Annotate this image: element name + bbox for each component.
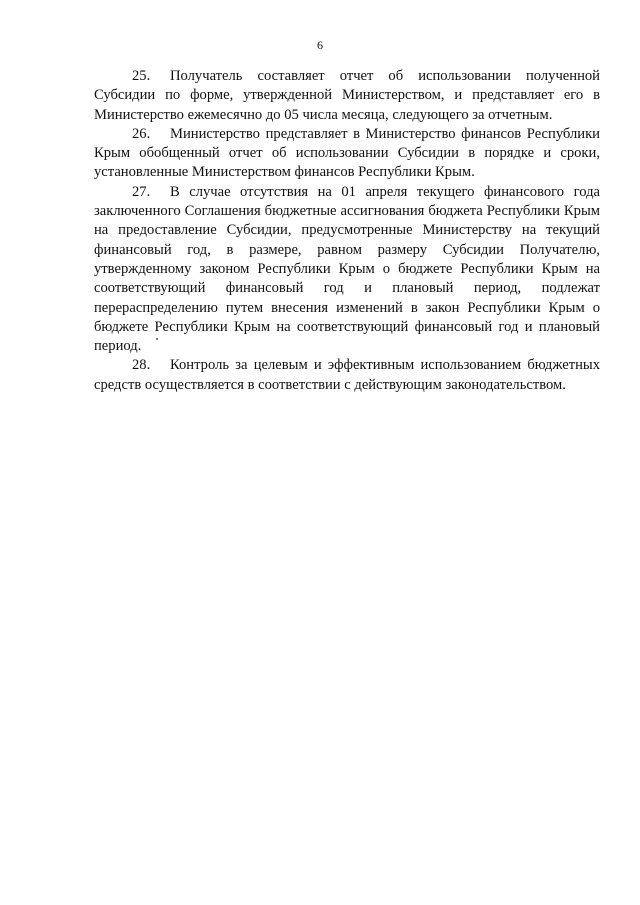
paragraph-25 xyxy=(94,67,600,125)
paragraph-text: В случае отсутствия на 01 апреля текущего финансового года заключенного Соглашения бюджетные ассигнования бюджета Республики Крым на предоставление Субсидии, предусмотренные Министерству на текущий финансовый год, в размере, равном размеру Субсидии Получателю, утвержденному законом Республики Крым о бюджете Республики Крым на соответствующий финансовый год и плановый период, подлежат перераспределению путем внесения изменений в закон Республики Крым о бюджете Республики Крым на соответствующий финансовый год и плановый период. xyxy=(94,183,600,355)
scan-speck xyxy=(156,338,158,340)
page-number: 6 xyxy=(317,38,323,52)
paragraph-26 xyxy=(94,125,600,183)
document-body xyxy=(94,67,600,395)
paragraph-text: Получатель составляет отчет об использовании полученной Субсидии по форме, утвержденной Министерством, и представляет его в Министерство ежемесячно до 05 числа месяца, следующего за отчетным. xyxy=(94,68,600,123)
paragraph-number: 28. xyxy=(132,357,151,374)
paragraph-number: 26. xyxy=(132,125,151,142)
paragraph-27 xyxy=(94,183,600,357)
paragraph-text: Контроль за целевым и эффективным использованием бюджетных средств осуществляется в соответствии с действующим законодательством. xyxy=(94,357,600,393)
paragraph-28 xyxy=(94,356,600,395)
paragraph-text: Министерство представляет в Министерство финансов Республики Крым обобщенный отчет об использовании Субсидии в порядке и сроки, установленные Министерством финансов Республики Крым. xyxy=(94,125,600,181)
paragraph-number: 25. xyxy=(132,68,151,84)
paragraph-number: 27. xyxy=(132,183,151,200)
